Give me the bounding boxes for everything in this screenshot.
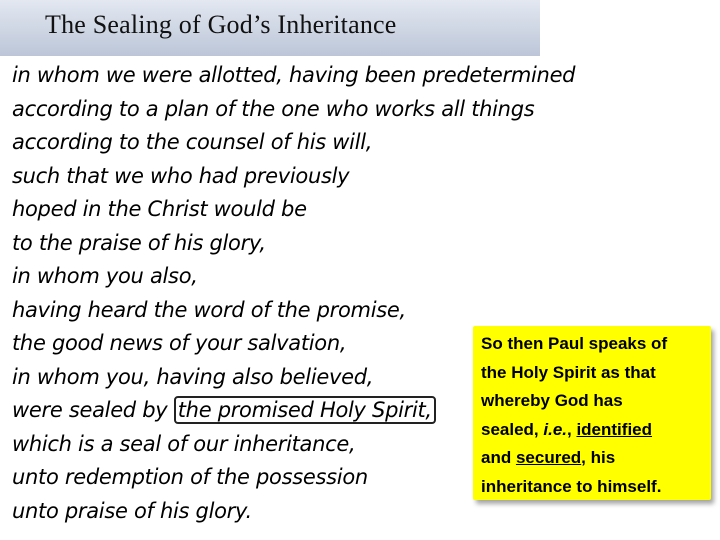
- note-fragment: and: [481, 448, 516, 467]
- note-callout: [473, 326, 711, 500]
- sealed-prefix: were sealed by: [12, 398, 174, 422]
- slide-title: The Sealing of God’s Inheritance: [45, 10, 397, 39]
- verse-line: unto praise of his glory.: [12, 498, 252, 523]
- note-fragment: , his: [581, 448, 616, 467]
- note-line: [481, 416, 667, 445]
- note-line: inheritance to himself.: [481, 476, 662, 496]
- note-line: the Holy Spirit as that: [481, 362, 656, 382]
- title-bar: [0, 0, 540, 56]
- note-fragment: ,: [567, 419, 577, 439]
- highlighted-phrase: the promised Holy Spirit,: [174, 396, 436, 424]
- note-line: So then Paul speaks of: [481, 334, 668, 353]
- note-secured: secured: [515, 448, 582, 467]
- note-line: whereby God has: [481, 391, 623, 410]
- verse-line: to the praise of his glory,: [12, 230, 266, 255]
- verse-line: hoped in the Christ would be: [12, 197, 307, 221]
- note-ie: i.e.: [543, 419, 567, 439]
- note-text: [481, 330, 667, 501]
- note-fragment: sealed,: [481, 419, 544, 439]
- verse-line: such that we who had previously: [12, 163, 350, 188]
- verse-line: having heard the word of the promise,: [12, 297, 406, 322]
- verse-line: according to the counsel of his will,: [12, 130, 373, 154]
- verse-line: in whom you, having also believed,: [12, 364, 374, 389]
- verse-line: unto redemption of the possession: [12, 465, 368, 489]
- verse-line: which is a seal of our inheritance,: [12, 431, 356, 456]
- verse-line: in whom you also,: [12, 264, 198, 288]
- verse-line: according to a plan of the one who works all things: [12, 96, 535, 121]
- note-line: [481, 444, 667, 473]
- note-identified: identified: [576, 419, 653, 439]
- verse-line: the good news of your salvation,: [12, 331, 347, 355]
- verse-line: in whom we were allotted, having been predetermined: [12, 63, 576, 87]
